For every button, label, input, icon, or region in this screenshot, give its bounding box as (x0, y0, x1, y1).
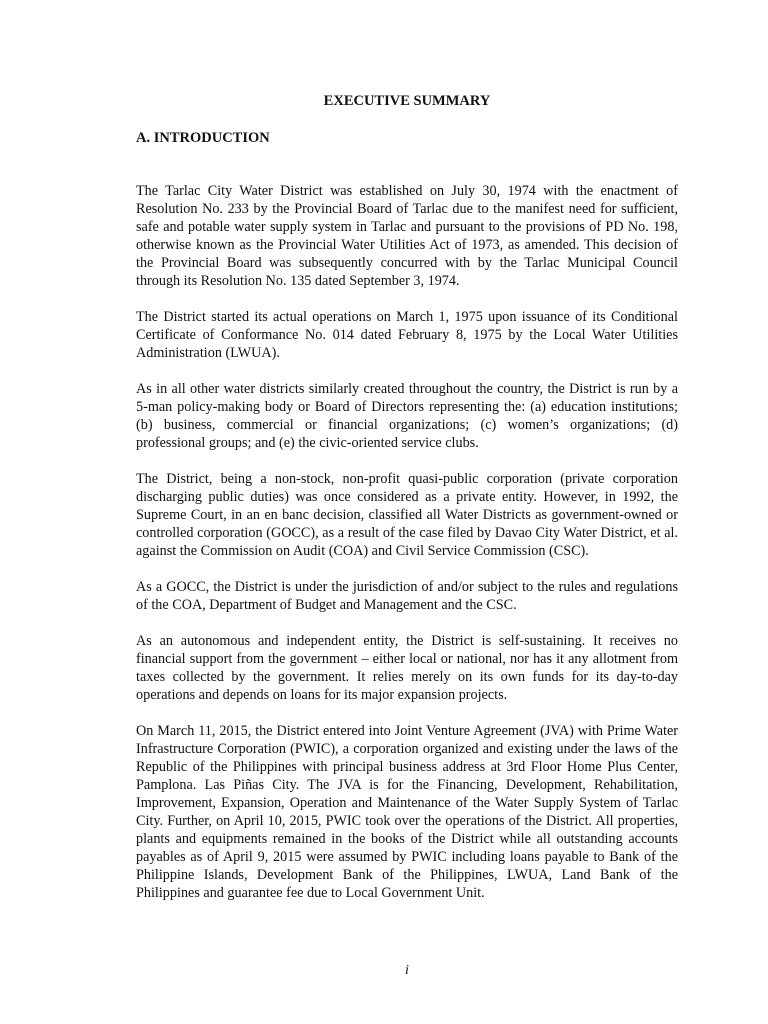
paragraph-board-of-directors: As in all other water districts similarly created throughout the country, the District is run by a 5-man policy-making body or Board of Directors representing the: (a) education institutions; (b) business, commercial or financial organizations; (c) women’s organizations; (d) professional groups; and (e) the civic-oriented service clubs. (136, 381, 678, 451)
paragraph-gocc-classification: The District, being a non-stock, non-profit quasi-public corporation (private corporation discharging public duties) was once considered as a private entity. However, in 1992, the Supreme Court, in an en banc decision, classified all Water Districts as government-owned or controlled corporation (GOCC), as a result of the case filed by Davao City Water District, et al. against the Commission on Audit (COA) and Civil Service Commission (CSC). (136, 471, 678, 559)
paragraph-operations-start: The District started its actual operations on March 1, 1975 upon issuance of its Conditional Certificate of Conformance No. 014 dated February 8, 1975 by the Local Water Utilities Administration (LWUA). (136, 309, 678, 361)
paragraph-self-sustaining: As an autonomous and independent entity, the District is self-sustaining. It receives no financial support from the government – either local or national, nor has it any allotment from taxes collected by the government. It relies merely on its own funds for its day-to-day operations and depends on loans for its major expansion projects. (136, 633, 678, 703)
page-number: i (405, 963, 409, 978)
paragraph-jurisdiction: As a GOCC, the District is under the jurisdiction of and/or subject to the rules and regulations of the COA, Department of Budget and Management and the CSC. (136, 579, 678, 613)
section-heading: A. INTRODUCTION (136, 130, 270, 146)
body-text (136, 182, 678, 920)
paragraph-establishment: The Tarlac City Water District was established on July 30, 1974 with the enactment of Resolution No. 233 by the Provincial Board of Tarlac due to the manifest need for sufficient, safe and potable water supply system in Tarlac and pursuant to the provisions of PD No. 198, otherwise known as the Provincial Water Utilities Act of 1973, as amended. This decision of the Provincial Board was subsequently concurred with by the Tarlac Municipal Council through its Resolution No. 135 dated September 3, 1974. (136, 183, 678, 289)
paragraph-joint-venture: On March 11, 2015, the District entered into Joint Venture Agreement (JVA) with Prime Water Infrastructure Corporation (PWIC), a corporation organized and existing under the laws of the Republic of the Philippines with principal business address at 3rd Floor Home Plus Center, Pamplona. Las Piñas City. The JVA is for the Financing, Development, Rehabilitation, Improvement, Expansion, Operation and Maintenance of the Water Supply System of Tarlac City. Further, on April 10, 2015, PWIC took over the operations of the District. All properties, plants and equipments remained in the books of the District while all outstanding accounts payables as of April 9, 2015 were assumed by PWIC including loans payable to Bank of the Philippine Islands, Development Bank of the Philippines, LWUA, Land Bank of the Philippines and guarantee fee due to Local Government Unit. (136, 723, 678, 901)
page-title: EXECUTIVE SUMMARY (323, 93, 491, 109)
document-page (136, 0, 678, 1024)
